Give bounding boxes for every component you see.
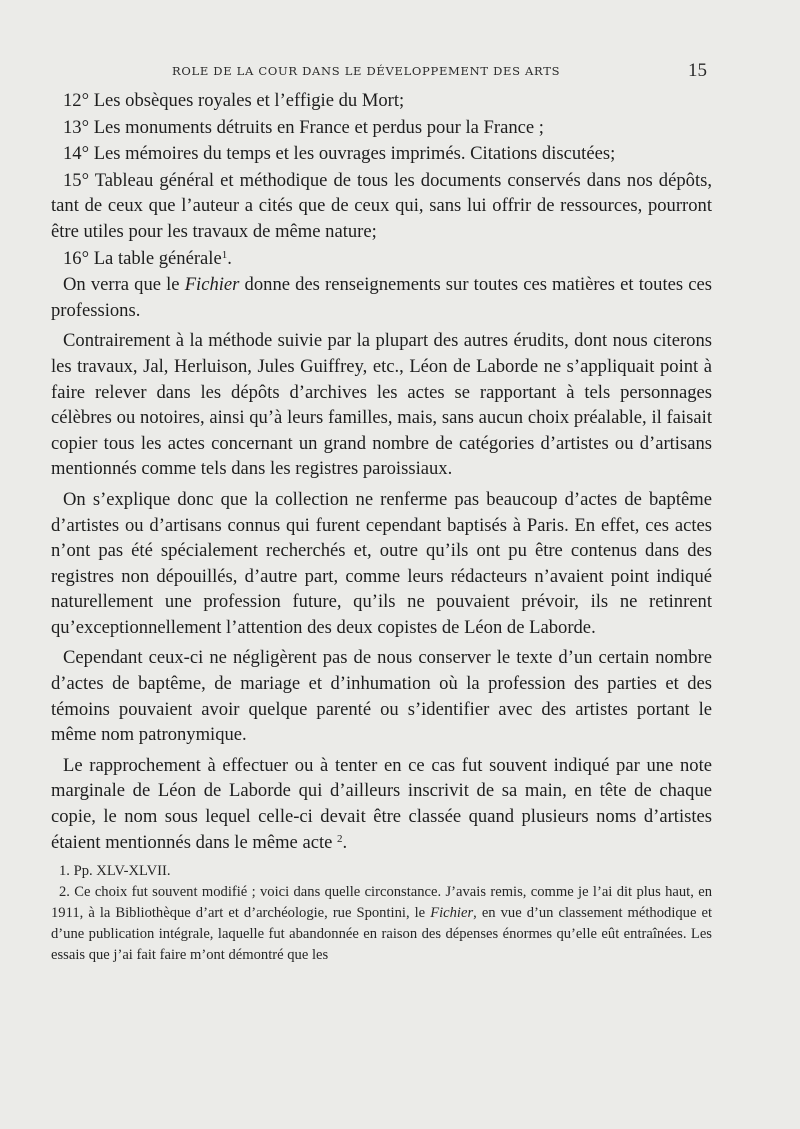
paragraph-5 xyxy=(51,753,712,855)
fichier-italic: Fichier xyxy=(430,905,474,921)
page-number: 15 xyxy=(688,60,707,81)
paragraph-text: Le rapprochement à effectuer ou à tenter en ce cas fut souvent indiqué par une note marginale de Léon de Laborde qui d’ailleurs inscrivit de sa main, en tête de chaque copie, le nom sous lequel celle-ci devait être classée quand plusieurs noms d’artistes étaient mentionnés dans le même acte xyxy=(51,754,712,853)
fichier-italic: Fichier xyxy=(184,274,240,296)
paragraph-text: On verra que le xyxy=(63,274,185,296)
item-text: Les obsèques royales et l’effigie du Mort; xyxy=(93,90,405,111)
list-item-12 xyxy=(51,88,712,114)
item-number: 13° xyxy=(63,116,90,138)
list-item-16 xyxy=(51,246,712,272)
item-end: . xyxy=(227,247,232,269)
item-text: Les mémoires du temps et les ouvrages imprimés. Citations discutées; xyxy=(93,143,616,165)
item-number: 14° xyxy=(63,143,90,165)
paragraph-1 xyxy=(51,272,712,323)
paragraph-3: On s’explique donc que la collection ne renferme pas beaucoup d’actes de baptême d’artistes ou d’artisans connus qui furent cependant baptisés à Paris. En effet, ces actes n’ont pas été spécialement recherchés et, outre qu’ils ont pu être contenus dans des registres non dépouillés, d’autre part, comme leurs rédacteurs n’avaient point indiqué naturellement une profession future, qu’ils ne pouvaient prévoir, ils ne retinrent qu’exceptionnellement l’attention des deux copistes de Léon de Laborde. xyxy=(51,488,712,638)
list-item-14 xyxy=(51,141,712,167)
footnotes xyxy=(51,861,712,966)
item-text: La table générale xyxy=(93,247,222,269)
footnote-2 xyxy=(51,882,712,966)
item-number: 16° xyxy=(63,247,90,269)
running-title: ROLE DE LA COUR DANS LE DÉVELOPPEMENT DES ARTS xyxy=(172,64,561,78)
footnote-ref-2[interactable]: 2 xyxy=(337,832,343,845)
list-item-15 xyxy=(51,168,712,245)
body-text xyxy=(51,88,712,855)
item-text: Tableau général et méthodique de tous les documents conservés dans nos dépôts, tant de ceux que l’auteur a cités que de ceux qui, sans lui offrir de ressources, pourront être utiles pour les travaux de même nature; xyxy=(51,169,712,242)
footnote-1: 1. Pp. XLV-XLVII. xyxy=(59,863,171,879)
footnote-text: , en vue d’un classement méthodique et d’une publication intégrale, laquelle fut abandonnée en raison des dépenses énormes qu’elle eût entraînées. Les essais que j’ai fait faire m’ont démontré que les xyxy=(51,905,713,963)
list-item-13 xyxy=(51,115,712,141)
running-head xyxy=(0,62,800,86)
paragraph-2: Contrairement à la méthode suivie par la plupart des autres érudits, dont nous citerons les travaux, Jal, Herluison, Jules Guiffrey, etc., Léon de Laborde ne s’appliquait point à faire relever dans les dépôts d’archives les actes se rapportant à tels personnages célèbres ou notoires, ainsi qu’à leurs familles, mais, sans aucun choix préalable, il faisait copier tous les actes concernant un grand nombre de catégories d’artistes ou d’artisans mentionnés comme tels dans les registres paroissiaux. xyxy=(51,330,712,480)
footnote-text: 2. Ce choix fut souvent modifié ; voici dans quelle circonstance. J’avais remis, comme je l’ai dit plus haut, en 1911, à la Bibliothèque d’art et d’archéologie, rue Spontini, le xyxy=(51,884,712,921)
paragraph-text: donne des renseignements sur toutes ces matières et toutes ces professions. xyxy=(51,274,712,321)
item-number: 12° xyxy=(63,90,90,111)
item-text: Les monuments détruits en France et perdus pour la France ; xyxy=(93,116,544,138)
footnote-ref-1[interactable]: 1 xyxy=(221,248,228,261)
paragraph-end: . xyxy=(342,831,348,853)
paragraph-4: Cependant ceux-ci ne négligèrent pas de nous conserver le texte d’un certain nombre d’actes de baptême, de mariage et d’inhumation où la profession des parties et des témoins pouvaient avoir quelque parenté ou s’identifier avec des artistes portant le même nom patronymique. xyxy=(51,647,712,746)
item-number: 15° xyxy=(63,169,90,191)
